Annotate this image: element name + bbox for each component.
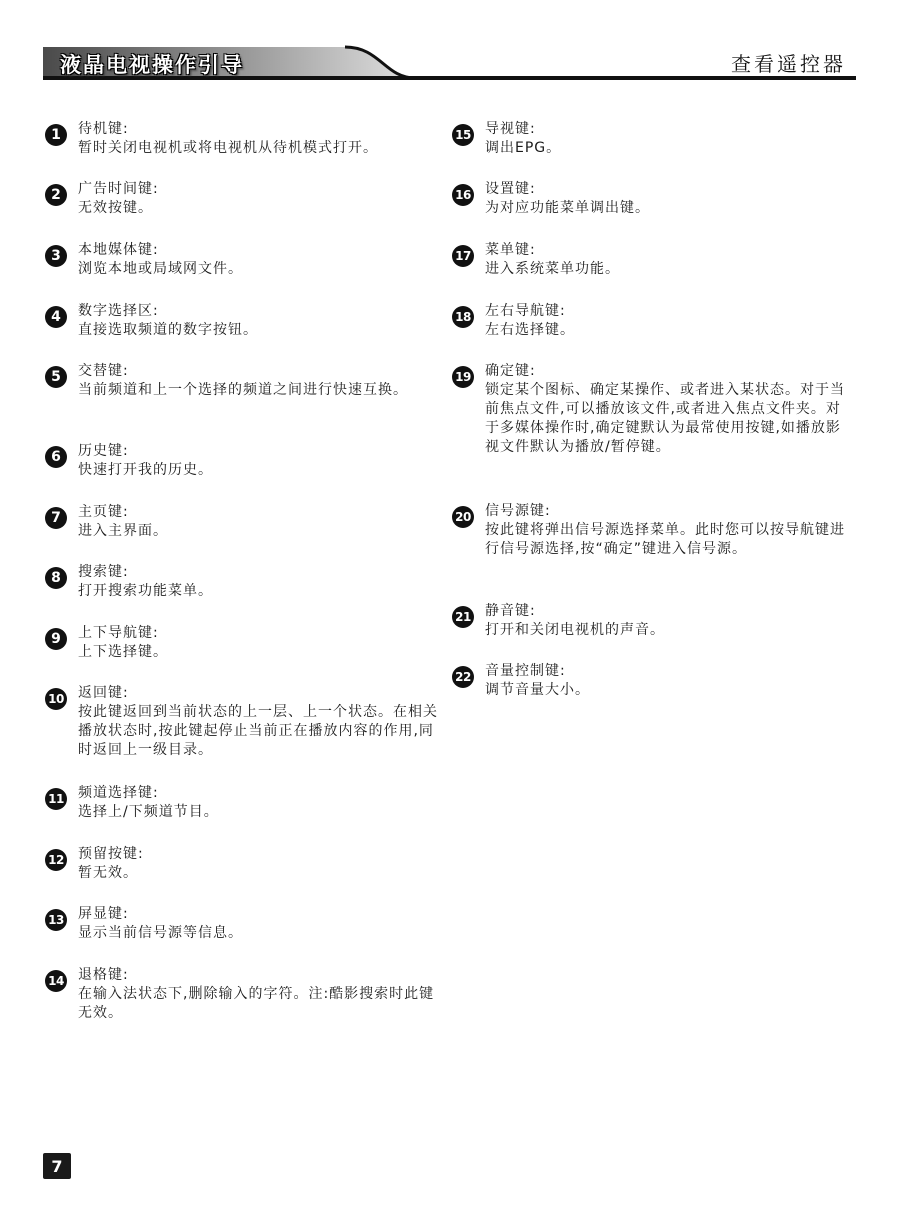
key-description: 进入主界面。 bbox=[78, 523, 168, 539]
key-item bbox=[45, 784, 445, 822]
key-name: 广告时间键: bbox=[78, 181, 159, 197]
key-name: 待机键: bbox=[78, 121, 129, 137]
number-badge: 20 bbox=[452, 506, 474, 528]
key-description: 当前频道和上一个选择的频道之间进行快速互换。 bbox=[78, 382, 408, 398]
header-bar bbox=[0, 0, 898, 95]
number-badge: 3 bbox=[45, 245, 67, 267]
number-badge: 21 bbox=[452, 606, 474, 628]
number-badge: 9 bbox=[45, 628, 67, 650]
number-badge: 10 bbox=[45, 688, 67, 710]
number-badge: 7 bbox=[45, 507, 67, 529]
key-description: 浏览本地或局域网文件。 bbox=[78, 261, 243, 277]
number-badge: 8 bbox=[45, 567, 67, 589]
key-item bbox=[452, 120, 852, 158]
key-name: 菜单键: bbox=[485, 242, 536, 258]
key-item bbox=[45, 362, 445, 400]
key-name: 屏显键: bbox=[78, 906, 129, 922]
key-item bbox=[452, 362, 852, 457]
key-description: 左右选择键。 bbox=[485, 322, 575, 338]
key-name: 音量控制键: bbox=[485, 663, 566, 679]
key-name: 退格键: bbox=[78, 967, 129, 983]
number-badge: 17 bbox=[452, 245, 474, 267]
chapter-title: 液晶电视操作引导 bbox=[60, 53, 244, 77]
number-badge: 18 bbox=[452, 306, 474, 328]
key-item bbox=[45, 684, 445, 760]
key-name: 主页键: bbox=[78, 504, 129, 520]
key-description: 按此键返回到当前状态的上一层、上一个状态。在相关播放状态时,按此键起停止当前正在播放内容的作用,同时返回上一级目录。 bbox=[78, 704, 438, 758]
key-description: 无效按键。 bbox=[78, 200, 153, 216]
key-item bbox=[45, 503, 445, 541]
number-badge: 19 bbox=[452, 366, 474, 388]
key-description: 打开和关闭电视机的声音。 bbox=[485, 622, 665, 638]
key-name: 静音键: bbox=[485, 603, 536, 619]
key-item bbox=[452, 602, 852, 640]
key-description: 选择上/下频道节目。 bbox=[78, 804, 219, 820]
key-item bbox=[452, 502, 852, 559]
key-description: 打开搜索功能菜单。 bbox=[78, 583, 213, 599]
key-description: 暂时关闭电视机或将电视机从待机模式打开。 bbox=[78, 140, 378, 156]
section-title: 查看遥控器 bbox=[731, 52, 846, 76]
key-description: 调节音量大小。 bbox=[485, 682, 590, 698]
key-name: 交替键: bbox=[78, 363, 129, 379]
number-badge: 2 bbox=[45, 184, 67, 206]
number-badge: 15 bbox=[452, 124, 474, 146]
number-badge: 1 bbox=[45, 124, 67, 146]
key-item bbox=[45, 966, 445, 1023]
key-item bbox=[45, 120, 445, 158]
key-item bbox=[45, 241, 445, 279]
key-item bbox=[452, 180, 852, 218]
key-item bbox=[45, 180, 445, 218]
key-description: 上下选择键。 bbox=[78, 644, 168, 660]
number-badge: 6 bbox=[45, 446, 67, 468]
key-description: 进入系统菜单功能。 bbox=[485, 261, 620, 277]
key-name: 本地媒体键: bbox=[78, 242, 159, 258]
key-item bbox=[45, 905, 445, 943]
key-name: 左右导航键: bbox=[485, 303, 566, 319]
key-item bbox=[45, 845, 445, 883]
number-badge: 16 bbox=[452, 184, 474, 206]
key-description: 按此键将弹出信号源选择菜单。此时您可以按导航键进行信号源选择,按“确定”键进入信号源。 bbox=[485, 522, 845, 557]
number-badge: 13 bbox=[45, 909, 67, 931]
number-badge: 12 bbox=[45, 849, 67, 871]
key-description: 快速打开我的历史。 bbox=[78, 462, 213, 478]
key-name: 频道选择键: bbox=[78, 785, 159, 801]
key-item bbox=[452, 302, 852, 340]
number-badge: 22 bbox=[452, 666, 474, 688]
key-name: 导视键: bbox=[485, 121, 536, 137]
key-name: 信号源键: bbox=[485, 503, 551, 519]
key-description: 锁定某个图标、确定某操作、或者进入某状态。对于当前焦点文件,可以播放该文件,或者进入焦点文件夹。对于多媒体操作时,确定键默认为最常使用按键,如播放影视文件默认为播放/暂停键。 bbox=[485, 382, 845, 455]
key-name: 预留按键: bbox=[78, 846, 144, 862]
key-name: 确定键: bbox=[485, 363, 536, 379]
key-description: 显示当前信号源等信息。 bbox=[78, 925, 243, 941]
key-name: 上下导航键: bbox=[78, 625, 159, 641]
key-item bbox=[452, 241, 852, 279]
page-number: 7 bbox=[43, 1153, 71, 1179]
key-name: 数字选择区: bbox=[78, 303, 159, 319]
key-name: 搜索键: bbox=[78, 564, 129, 580]
number-badge: 4 bbox=[45, 306, 67, 328]
number-badge: 14 bbox=[45, 970, 67, 992]
key-name: 历史键: bbox=[78, 443, 129, 459]
key-description: 直接选取频道的数字按钮。 bbox=[78, 322, 258, 338]
key-name: 设置键: bbox=[485, 181, 536, 197]
number-badge: 5 bbox=[45, 366, 67, 388]
key-item bbox=[452, 662, 852, 700]
key-description: 调出EPG。 bbox=[485, 140, 562, 156]
key-item bbox=[45, 442, 445, 480]
key-item bbox=[45, 624, 445, 662]
key-description: 暂无效。 bbox=[78, 865, 138, 881]
key-description: 在输入法状态下,删除输入的字符。注:酷影搜索时此键无效。 bbox=[78, 986, 435, 1021]
number-badge: 11 bbox=[45, 788, 67, 810]
key-description: 为对应功能菜单调出键。 bbox=[485, 200, 650, 216]
key-item bbox=[45, 302, 445, 340]
key-item bbox=[45, 563, 445, 601]
key-name: 返回键: bbox=[78, 685, 129, 701]
